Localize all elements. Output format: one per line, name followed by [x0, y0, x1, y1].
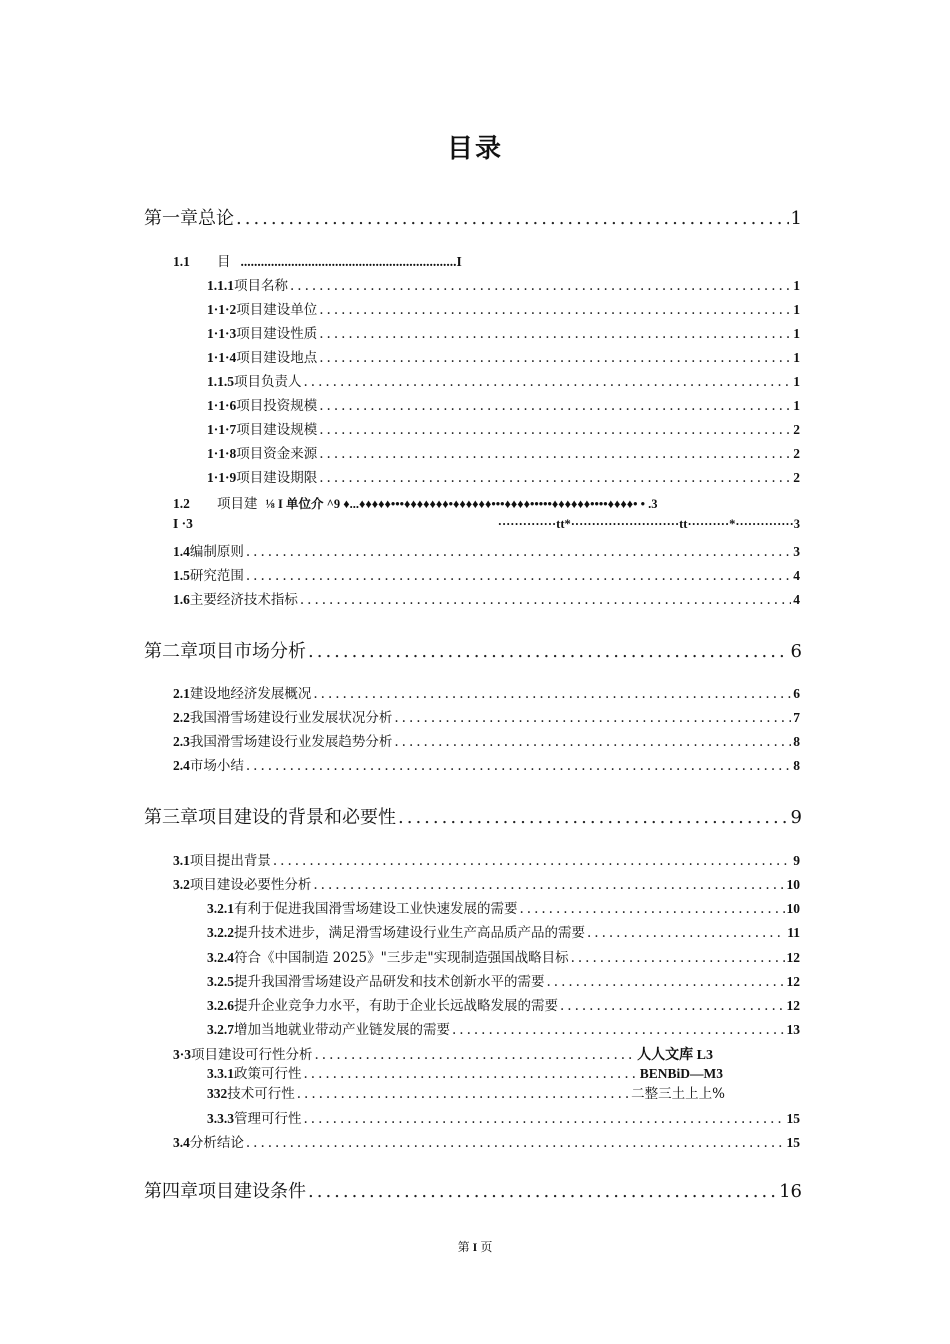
- toc-section-1-2[interactable]: [173, 492, 658, 512]
- toc-num: 3.2.2: [207, 925, 234, 940]
- toc-label: 提升企业竞争力水平，有助于企业长远战略发展的需要: [234, 998, 558, 1014]
- toc-num: 3.2.1: [207, 901, 234, 916]
- toc-section-1-1-1[interactable]: [207, 274, 800, 294]
- toc-num: 332: [207, 1086, 228, 1101]
- toc-leader: [571, 950, 785, 966]
- toc-leader: [319, 398, 791, 414]
- toc-page: 1: [793, 398, 800, 413]
- toc-page: 8: [793, 758, 800, 773]
- toc-label: 市场小结: [189, 758, 244, 774]
- toc-leader: [304, 1066, 638, 1082]
- toc-leader: [304, 374, 792, 390]
- toc-num: 3.3.3: [207, 1111, 234, 1126]
- toc-num: 3.2.4: [207, 950, 234, 965]
- toc-label: 目: [217, 254, 231, 270]
- toc-section-3-3-2[interactable]: [207, 1082, 725, 1102]
- toc-num: 1.1.1: [207, 278, 234, 293]
- toc-section-1-3[interactable]: [173, 516, 800, 532]
- toc-section-3-2-5[interactable]: [207, 970, 800, 990]
- toc-page: 6: [790, 641, 802, 662]
- toc-page: 12: [786, 950, 800, 965]
- toc-section-2-2[interactable]: [173, 706, 800, 726]
- toc-leader: [246, 758, 791, 774]
- toc-label: 提升我国滑雪场建设产品研发和技术创新水平的需要: [234, 974, 545, 990]
- toc-leader: [452, 1022, 785, 1038]
- toc-section-1-1-3[interactable]: [207, 322, 800, 342]
- toc-section-1-1-2[interactable]: [207, 298, 800, 318]
- toc-page: 1: [793, 302, 800, 317]
- toc-label: 项目资金来源: [236, 446, 318, 462]
- toc-page: 9: [793, 853, 800, 868]
- toc-leader: [297, 1086, 629, 1102]
- toc-num: 1·1·9: [207, 470, 237, 485]
- toc-label: 项目建设必要性分析: [189, 877, 312, 893]
- toc-section-2-1[interactable]: [173, 682, 800, 702]
- toc-page: 12: [786, 974, 800, 989]
- toc-label: 项目建设地点: [236, 350, 318, 366]
- toc-section-1-1-4[interactable]: [207, 346, 800, 366]
- toc-section-2-3[interactable]: [173, 730, 800, 750]
- toc-page: 8: [793, 734, 800, 749]
- toc-leader: [319, 422, 791, 438]
- toc-leader: [246, 568, 791, 584]
- toc-leader: [547, 974, 785, 990]
- toc-num: 1·1·4: [207, 350, 237, 365]
- toc-page-garbled: 二整三土上上%: [631, 1086, 725, 1102]
- toc-chapter-4[interactable]: [144, 1177, 802, 1203]
- toc-section-1-1-6[interactable]: [207, 394, 800, 414]
- toc-chapter-2[interactable]: [144, 637, 802, 663]
- toc-label: 项目建设单位: [236, 302, 318, 318]
- toc-label: 第三章项目建设的背景和必要性: [144, 807, 396, 828]
- toc-leader: [308, 1181, 777, 1202]
- toc-num: 3.1: [173, 853, 190, 868]
- toc-label: 项目建设性质: [236, 326, 318, 342]
- toc-num: 1.5: [173, 568, 190, 583]
- toc-num: 3.2.7: [207, 1022, 234, 1037]
- toc-label: 建设地经济发展概况: [189, 686, 312, 702]
- toc-section-1-1[interactable]: [173, 250, 462, 270]
- toc-leader: [319, 446, 791, 462]
- toc-chapter-3[interactable]: [144, 803, 802, 829]
- toc-label: 项目建: [217, 496, 258, 512]
- toc-label: 项目投资规模: [236, 398, 318, 414]
- toc-page: 10: [786, 877, 800, 892]
- toc-num: 3.4: [173, 1135, 190, 1150]
- toc-label: 政策可行性: [234, 1066, 302, 1082]
- toc-section-3-3-3[interactable]: [207, 1107, 800, 1127]
- toc-label: 有利于促进我国滑雪场建设工业快速发展的需要: [234, 901, 518, 917]
- toc-section-3-1[interactable]: [173, 849, 800, 869]
- toc-num: 1.2: [173, 496, 190, 511]
- toc-label: 我国滑雪场建设行业发展状况分析: [189, 710, 393, 726]
- toc-num: 1·1·6: [207, 398, 237, 413]
- toc-page: 15: [786, 1111, 800, 1126]
- toc-page: 13: [786, 1022, 800, 1037]
- toc-leader: [394, 710, 791, 726]
- toc-page: 2: [793, 470, 800, 485]
- toc-leader: [394, 734, 791, 750]
- toc-garbled-text: ⅛ I 单位介 ^9 ♦...♦♦♦♦♦•••♦♦♦♦♦♦♦•♦♦♦♦♦♦•••♦♦♦♦•••••♦♦♦♦♦♦••••♦♦♦♦• • .3: [265, 497, 658, 511]
- toc-page: 4: [793, 568, 800, 583]
- toc-num: 1·1·8: [207, 446, 237, 461]
- toc-section-3-2-7[interactable]: [207, 1018, 800, 1038]
- toc-page: 7: [793, 710, 800, 725]
- toc-leader: [319, 302, 791, 318]
- toc-page: 10: [786, 901, 800, 916]
- toc-page: 2: [793, 422, 800, 437]
- toc-section-3-2-6[interactable]: [207, 994, 800, 1014]
- toc-chapter-1[interactable]: [144, 204, 802, 230]
- toc-num: 1.4: [173, 544, 190, 559]
- toc-label: 增加当地就业带动产业链发展的需要: [234, 1022, 450, 1038]
- toc-label: 分析结论: [189, 1135, 244, 1151]
- toc-page: 16: [779, 1181, 802, 1202]
- toc-page: 1: [793, 374, 800, 389]
- toc-label: 提升技术进步，满足滑雪场建设行业生产高品质产品的需要: [234, 925, 585, 941]
- toc-section-2-4[interactable]: [173, 754, 800, 774]
- toc-num: 1.1: [173, 254, 190, 269]
- toc-label: 研究范围: [189, 568, 244, 584]
- toc-label: 第一章总论: [144, 208, 234, 229]
- footer-page-number: I: [472, 1240, 478, 1254]
- toc-num: 1·1·3: [207, 326, 237, 341]
- toc-label: 管理可行性: [234, 1111, 302, 1127]
- toc-label: 第二章项目市场分析: [144, 641, 306, 662]
- toc-leader: [290, 278, 791, 294]
- toc-page: 6: [793, 686, 800, 701]
- toc-num: 3.2.6: [207, 998, 234, 1013]
- toc-page: 9: [790, 807, 802, 828]
- toc-leader: [398, 807, 789, 828]
- toc-section-3-2[interactable]: [173, 873, 800, 893]
- toc-garbled-text: ··············tt*··························tt··········*··············3: [497, 517, 800, 531]
- toc-section-1-1-9[interactable]: [207, 466, 800, 486]
- toc-leader: [313, 686, 791, 702]
- toc-leader: [300, 592, 791, 608]
- page-footer: [0, 1238, 950, 1255]
- footer-suffix: 页: [480, 1240, 493, 1254]
- toc-page-garbled: 人人文库 L3: [637, 1048, 713, 1063]
- toc-leader: [273, 853, 791, 869]
- toc-label: 第四章项目建设条件: [144, 1181, 306, 1202]
- toc-label: 项目提出背景: [189, 853, 271, 869]
- toc-num: 2.4: [173, 758, 190, 773]
- toc-leader: [315, 1047, 636, 1063]
- toc-num: 3.3.1: [207, 1066, 234, 1081]
- toc-leader: [246, 544, 791, 560]
- toc-section-1-1-7[interactable]: [207, 418, 800, 438]
- toc-section-3-2-1[interactable]: [207, 897, 800, 917]
- toc-num: 2.3: [173, 734, 190, 749]
- toc-section-3-3-1[interactable]: [207, 1062, 723, 1082]
- toc-section-3-3[interactable]: [173, 1043, 713, 1064]
- toc-label: 项目建设可行性分析: [191, 1047, 313, 1063]
- toc-num: 1.1.5: [207, 374, 234, 389]
- toc-label: 项目名称: [234, 278, 288, 294]
- toc-leader: [236, 208, 789, 229]
- toc-num: I ·3: [173, 516, 193, 531]
- toc-page: 2: [793, 446, 800, 461]
- toc-label: 项目建设规模: [236, 422, 318, 438]
- toc-leader: [319, 326, 791, 342]
- toc-label: 编制原则: [189, 544, 244, 560]
- toc-leader: [246, 1135, 785, 1151]
- toc-leader: [304, 1111, 785, 1127]
- toc-num: 3·3: [173, 1047, 192, 1062]
- footer-prefix: 第: [457, 1240, 470, 1254]
- toc-page: 1: [793, 326, 800, 341]
- toc-label: 符合《中国制造 2025》"三步走"实现制造强国战略目标: [234, 950, 569, 966]
- toc-page-garbled: BENBiD—M3: [639, 1066, 723, 1081]
- toc-num: 1·1·7: [207, 422, 237, 437]
- toc-num: 2.1: [173, 686, 190, 701]
- toc-page: 11: [787, 925, 800, 940]
- toc-section-3-2-2[interactable]: [207, 921, 800, 941]
- toc-leader: [319, 470, 791, 486]
- toc-num: 3.2.5: [207, 974, 234, 989]
- toc-section-1-6[interactable]: [173, 588, 800, 608]
- toc-page: 1: [793, 278, 800, 293]
- toc-page: 15: [786, 1135, 800, 1150]
- page-title: 目录: [446, 134, 503, 164]
- toc-leader: [313, 877, 784, 893]
- toc-leader: [520, 901, 785, 917]
- toc-label: 项目负责人: [234, 374, 302, 390]
- toc-section-3-2-4[interactable]: [207, 946, 800, 966]
- toc-leader: [319, 350, 791, 366]
- toc-leader: [308, 641, 789, 662]
- toc-num: 2.2: [173, 710, 190, 725]
- toc-page: 1: [793, 350, 800, 365]
- toc-page: 1: [790, 208, 802, 229]
- toc-leader: [560, 998, 785, 1014]
- toc-num: 1.6: [173, 592, 190, 607]
- toc-section-3-4[interactable]: [173, 1131, 800, 1151]
- toc-page: 3: [793, 544, 800, 559]
- toc-leader-garbled: ................................................................I: [240, 254, 462, 269]
- toc-label: 主要经济技术指标: [189, 592, 298, 608]
- toc-section-1-1-8[interactable]: [207, 442, 800, 462]
- toc-label: 我国滑雪场建设行业发展趋势分析: [189, 734, 393, 750]
- toc-label: 项目建设期限: [236, 470, 318, 486]
- toc-section-1-5[interactable]: [173, 564, 800, 584]
- toc-num: 3.2: [173, 877, 190, 892]
- toc-section-1-1-5[interactable]: [207, 370, 800, 390]
- toc-section-1-4[interactable]: [173, 540, 800, 560]
- toc-page: 12: [786, 998, 800, 1013]
- toc-leader: [587, 925, 785, 941]
- toc-label: 技术可行性: [227, 1086, 295, 1102]
- toc-num: 1·1·2: [207, 302, 237, 317]
- toc-page: 4: [793, 592, 800, 607]
